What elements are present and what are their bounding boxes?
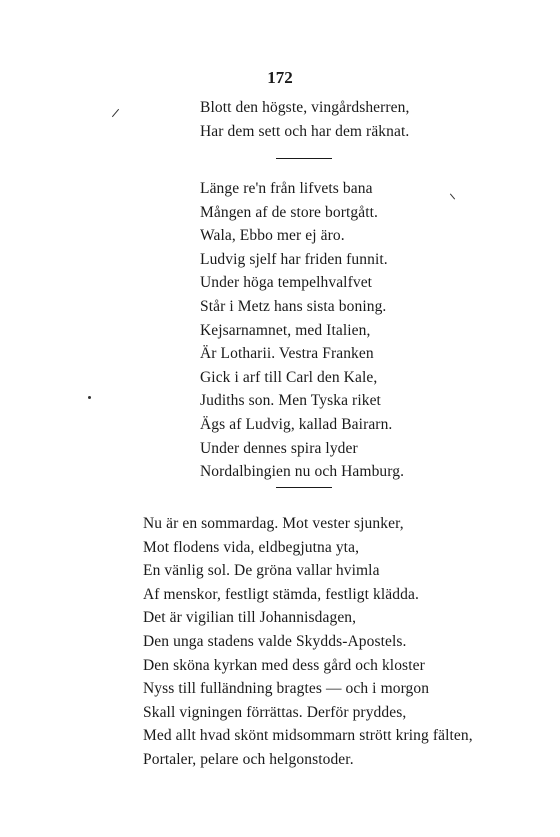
verse-line: Den unga stadens valde Skydds-Apostels. bbox=[143, 632, 407, 650]
stanza-2 bbox=[200, 177, 404, 484]
verse-line: Mot flodens vida, eldbegjutna yta, bbox=[143, 538, 360, 556]
margin-pencil-mark bbox=[112, 109, 119, 117]
verse-line: Den sköna kyrkan med dess gård och kloster bbox=[143, 656, 425, 674]
stanza-1 bbox=[200, 96, 410, 143]
verse-line: Gick i arf till Carl den Kale, bbox=[200, 368, 378, 386]
verse-line: Det är vigilian till Johannisdagen, bbox=[143, 609, 357, 627]
page-number: 172 bbox=[267, 68, 293, 87]
verse-line: Nu är en sommardag. Mot vester sjunker, bbox=[143, 515, 404, 532]
verse-line: En vänlig sol. De gröna vallar hvimla bbox=[143, 562, 380, 580]
verse-line: Är Lotharii. Vestra Franken bbox=[200, 345, 374, 363]
section-divider bbox=[276, 487, 332, 488]
verse-line: Wala, Ebbo mer ej äro. bbox=[200, 227, 345, 245]
verse-line: Kejsarnamnet, med Italien, bbox=[200, 321, 371, 339]
verse-line: Länge re'n från lifvets bana bbox=[200, 180, 373, 197]
verse-line: Har dem sett och har dem räknat. bbox=[200, 122, 410, 140]
margin-pencil-mark bbox=[450, 193, 455, 199]
verse-line: Nordalbingien nu och Hamburg. bbox=[200, 463, 405, 481]
verse-line: Judiths son. Men Tyska riket bbox=[200, 392, 381, 410]
verse-line: Ägs af Ludvig, kallad Bairarn. bbox=[200, 415, 393, 433]
verse-line: Ludvig sjelf har friden funnit. bbox=[200, 250, 388, 268]
verse-line: Mången af de store bortgått. bbox=[200, 203, 378, 221]
verse-line: Under höga tempelhvalfvet bbox=[200, 274, 373, 292]
verse-line: Står i Metz hans sista boning. bbox=[200, 297, 387, 315]
verse-line: Med allt hvad skönt midsommarn strött kring fälten, bbox=[143, 727, 473, 745]
stanza-3 bbox=[143, 512, 473, 772]
verse-line: Blott den högste, vingårdsherren, bbox=[200, 99, 410, 116]
verse-line: Skall vigningen förrättas. Derför pryddes, bbox=[143, 703, 407, 721]
verse-line: Portaler, pelare och helgonstoder. bbox=[143, 750, 354, 768]
section-divider bbox=[276, 158, 332, 159]
margin-dot-mark bbox=[88, 396, 91, 399]
verse-line: Under dennes spira lyder bbox=[200, 439, 358, 457]
verse-line: Af menskor, festligt stämda, festligt klädda. bbox=[143, 585, 419, 603]
verse-line: Nyss till fulländning bragtes — och i morgon bbox=[143, 680, 430, 698]
